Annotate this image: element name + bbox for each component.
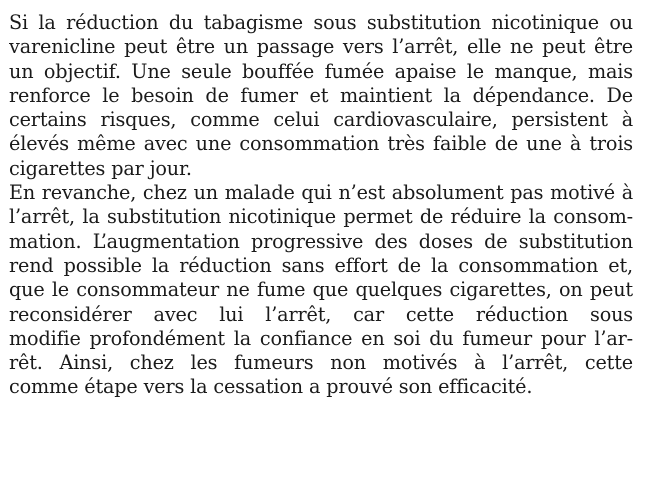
text-line: élevés même avec une consommation très faible de une à trois [9,132,633,156]
text-block [9,11,633,400]
text-line: renforce le besoin de fumer et maintient la dépendance. De [9,83,633,107]
text-line: reconsidérer avec lui l’arrêt, car cette réduction sous [9,302,633,326]
text-line: En revanche, chez un malade qui n’est absolument pas motivé à [9,181,633,205]
paragraph-2 [9,181,633,400]
text-line: rend possible la réduction sans effort de la consommation et, [9,253,633,277]
text-line: certains risques, comme celui cardiovasculaire, persistent à [9,108,633,132]
text-line: comme étape vers la cessation a prouvé son efficacité. [9,375,533,399]
text-line: un objectif. Une seule bouffée fumée apaise le manque, mais [9,59,633,83]
text-line: mation. L’augmentation progressive des doses de substitution [9,229,633,253]
text-line: l’arrêt, la substitution nicotinique permet de réduire la consom- [9,205,633,229]
text-line: que le consommateur ne fume que quelques cigarettes, on peut [9,278,633,302]
text-line: rêt. Ainsi, chez les fumeurs non motivés à l’arrêt, cette [9,351,633,375]
text-line: Si la réduction du tabagisme sous substitution nicotinique ou [9,11,633,34]
text-line: cigarettes par jour. [9,156,192,180]
paragraph-1 [9,11,633,181]
text-line: varenicline peut être un passage vers l’arrêt, elle ne peut être [9,35,633,59]
text-line: modifie profondément la confiance en soi du fumeur pour l’ar- [9,326,633,350]
